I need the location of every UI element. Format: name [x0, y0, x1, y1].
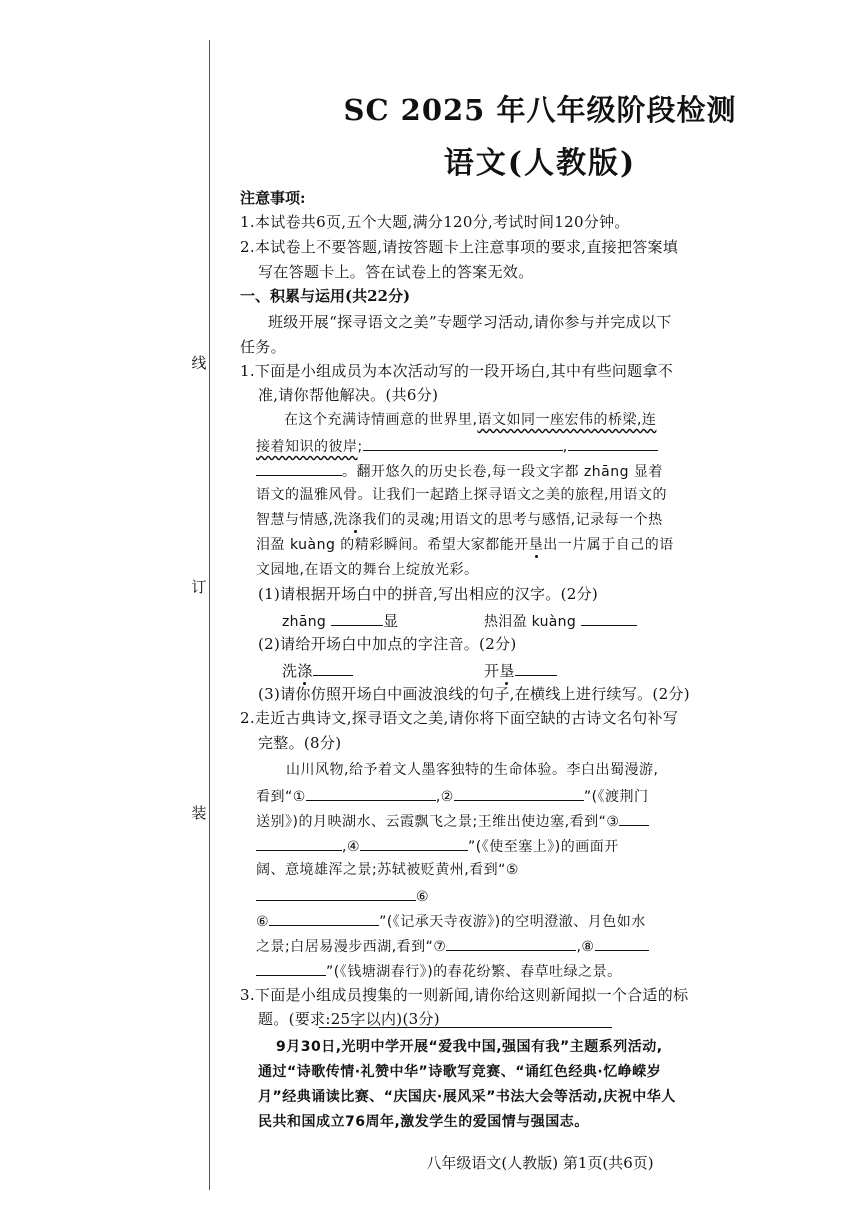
section1-intro-a: 班级开展“探寻语文之美”专题学习活动,请你参与并完成以下 — [268, 313, 672, 331]
q1-continuation-blank-2[interactable] — [568, 435, 658, 451]
q1-passage-text: 智慧与情感,洗 — [256, 512, 348, 528]
q1-passage-line-6 — [256, 535, 674, 555]
q1-sub2-a-dotted: 涤 — [297, 662, 313, 680]
q1-sub2: (2)请给开场白中加点的字注音。(2分) — [258, 635, 517, 653]
q1-stem-a: 1.下面是小组成员为本次活动写的一段开场白,其中有些问题拿不 — [240, 362, 674, 380]
q1-stem-b: 准,请你帮他解决。(共6分) — [258, 386, 439, 404]
q1-sub1-b — [484, 610, 637, 632]
q2-passage-line-4 — [256, 835, 619, 857]
q1-sub1-a-pinyin: zhāng — [282, 614, 327, 630]
q2-text: ,④ — [342, 839, 361, 855]
exam-title: SC 2025 年八年级阶段检测 — [343, 93, 737, 127]
q2-text: ”(《记承天寺夜游》)的空明澄澈、月色如水 — [379, 914, 646, 930]
q1-continuation-blank-1[interactable] — [363, 435, 563, 451]
q1-sub2-a-char: 洗 — [282, 662, 298, 680]
q1-sub1-answers — [282, 610, 398, 632]
notes-heading: 注意事项: — [240, 189, 306, 207]
q1-sub2-b-dotted: 垦 — [499, 662, 515, 680]
q1-passage-line-7: 文园地,在语文的舞台上绽放光彩。 — [256, 562, 479, 578]
q2-text: 阔、意境雄浑之景;苏轼被贬黄州,看到“⑤ — [256, 862, 519, 878]
q1-dotted-char-di: 涤 — [347, 512, 363, 528]
q1-passage-line-1 — [284, 410, 656, 430]
q1-sub1-b-pinyin: 热泪盈 kuàng — [484, 614, 577, 630]
q1-sub1-b-blank[interactable] — [581, 610, 637, 626]
q2-text: 送别》)的月映湖水、云霞飘飞之景;王维出使边塞,看到“③ — [256, 814, 620, 830]
q1-sub3: (3)请你仿照开场白中画波浪线的句子,在横线上进行续写。(2分) — [258, 685, 690, 703]
q1-sub2-a-blank[interactable] — [313, 660, 353, 676]
poem-blank-5[interactable] — [256, 885, 416, 901]
q1-sub2-b-char: 开 — [484, 662, 500, 680]
q1-passage-text: , — [562, 439, 568, 455]
q1-sub1: (1)请根据开场白中的拼音,写出相应的汉字。(2分) — [258, 585, 599, 603]
news-line-4: 民共和国成立76周年,激发学生的爱国情与强国志。 — [258, 1114, 589, 1130]
poem-blank-2[interactable] — [454, 785, 584, 801]
q2-passage-line-1: 山川风物,给予着文人墨客独特的生命体验。李白出蜀漫游, — [286, 762, 659, 778]
q1-passage-text: 我们的灵魂;用语文的思考与感悟,记录每一个热 — [362, 512, 663, 528]
notes-item-2b: 写在答题卡上。答在试卷上的答案无效。 — [258, 263, 534, 281]
q1-passage-line-3 — [256, 460, 663, 482]
section1-heading: 一、积累与运用(共22分) — [240, 287, 411, 305]
q1-dotted-char-ken: 垦 — [528, 537, 544, 553]
q2-stem-a: 2.走近古典诗文,探寻语文之美,请你将下面空缺的古诗文名句补写 — [240, 709, 679, 727]
q3-stem-b: 题。(要求:25字以内)(3分) — [258, 1010, 440, 1028]
q1-passage-text: 。翻开悠久的历史长卷,每一段文字都 zhāng 显着 — [342, 464, 663, 480]
page-footer: 八年级语文(人教版) 第1页(共6页) — [426, 1154, 654, 1172]
notes-item-1: 1.本试卷共6页,五个大题,满分120分,考试时间120分钟。 — [240, 213, 630, 231]
q1-passage-line-2 — [256, 435, 658, 457]
q2-passage-line-9 — [256, 960, 622, 982]
q2-text: 看到“① — [256, 789, 306, 805]
poem-blank-8a[interactable] — [595, 935, 649, 951]
poem-blank-6[interactable] — [269, 910, 379, 926]
poem-blank-7[interactable] — [446, 935, 576, 951]
q3-title-answer-line[interactable] — [319, 1027, 612, 1028]
binding-mark-zhuang: 装 — [191, 804, 207, 822]
q2-passage-line-5 — [256, 860, 519, 880]
poem-blank-3b[interactable] — [256, 835, 342, 851]
q1-passage-text: 出一片属于自己的语 — [543, 537, 674, 553]
q1-sub2-b — [484, 660, 557, 681]
news-line-1: 9月30日,光明中学开展“爱我中国,强国有我”主题系列活动, — [276, 1039, 663, 1055]
q2-stem-b: 完整。(8分) — [258, 734, 342, 752]
q1-wavy-sentence-a: 语文如同一座宏伟的桥梁,连 — [477, 412, 657, 428]
q2-text: ”(《渡荆门 — [583, 789, 649, 805]
poem-blank-8b[interactable] — [256, 960, 326, 976]
q1-sub1-a-char: 显 — [383, 612, 399, 630]
q2-passage-line-3 — [256, 810, 649, 832]
q2-text: 之景;白居易漫步西湖,看到“⑦ — [256, 939, 447, 955]
q2-text: ,⑧ — [576, 939, 595, 955]
poem-blank-3a[interactable] — [619, 810, 649, 826]
exam-subtitle: 语文(人教版) — [443, 146, 637, 181]
q2-passage-line-6 — [256, 885, 429, 907]
q2-text: ”(《钱塘湖春行》)的春花纷繁、春草吐绿之景。 — [326, 964, 622, 980]
news-line-2: 通过“诗歌传情·礼赞中华”诗歌写竞赛、“诵红色经典·忆峥嵘岁 — [258, 1064, 662, 1080]
q1-passage-text: ; — [357, 439, 363, 455]
q1-passage-line-5 — [256, 510, 663, 530]
q1-passage-line-4: 语文的温雅风骨。让我们一起踏上探寻语文之美的旅程,用语文的 — [256, 487, 667, 503]
q2-passage-line-7 — [256, 910, 646, 932]
q2-passage-line-2 — [256, 785, 649, 807]
q2-text: ,② — [435, 789, 454, 805]
q1-sub1-a-blank[interactable] — [331, 610, 383, 626]
section1-intro-b: 任务。 — [240, 338, 286, 356]
q2-text: ”(《使至塞上》)的画面开 — [468, 839, 619, 855]
q1-sub2-b-blank[interactable] — [515, 660, 557, 676]
binding-mark-xian: 线 — [191, 354, 207, 372]
q1-continuation-blank-3[interactable] — [256, 460, 342, 476]
q2-text: ⑥ — [416, 889, 430, 905]
binding-line — [209, 40, 210, 1190]
q3-stem-a: 3.下面是小组成员搜集的一则新闻,请你给这则新闻拟一个合适的标 — [240, 986, 689, 1004]
q1-wavy-sentence-b: 接着知识的彼岸 — [256, 439, 358, 455]
q1-passage-text: 泪盈 kuàng 的精彩瞬间。希望大家都能开 — [256, 537, 529, 553]
binding-mark-ding: 订 — [191, 578, 207, 596]
news-line-3: 月”经典诵读比赛、“庆国庆·展风采”书法大会等活动,庆祝中华人 — [258, 1089, 676, 1105]
poem-blank-4[interactable] — [360, 835, 468, 851]
notes-item-2a: 2.本试卷上不要答题,请按答题卡上注意事项的要求,直接把答案填 — [240, 238, 679, 256]
q1-sub2-a — [282, 660, 353, 681]
q2-text: ⑥ — [256, 914, 270, 930]
poem-blank-1[interactable] — [306, 785, 436, 801]
q2-passage-line-8 — [256, 935, 649, 957]
q1-passage-text: 在这个充满诗情画意的世界里, — [284, 412, 478, 428]
